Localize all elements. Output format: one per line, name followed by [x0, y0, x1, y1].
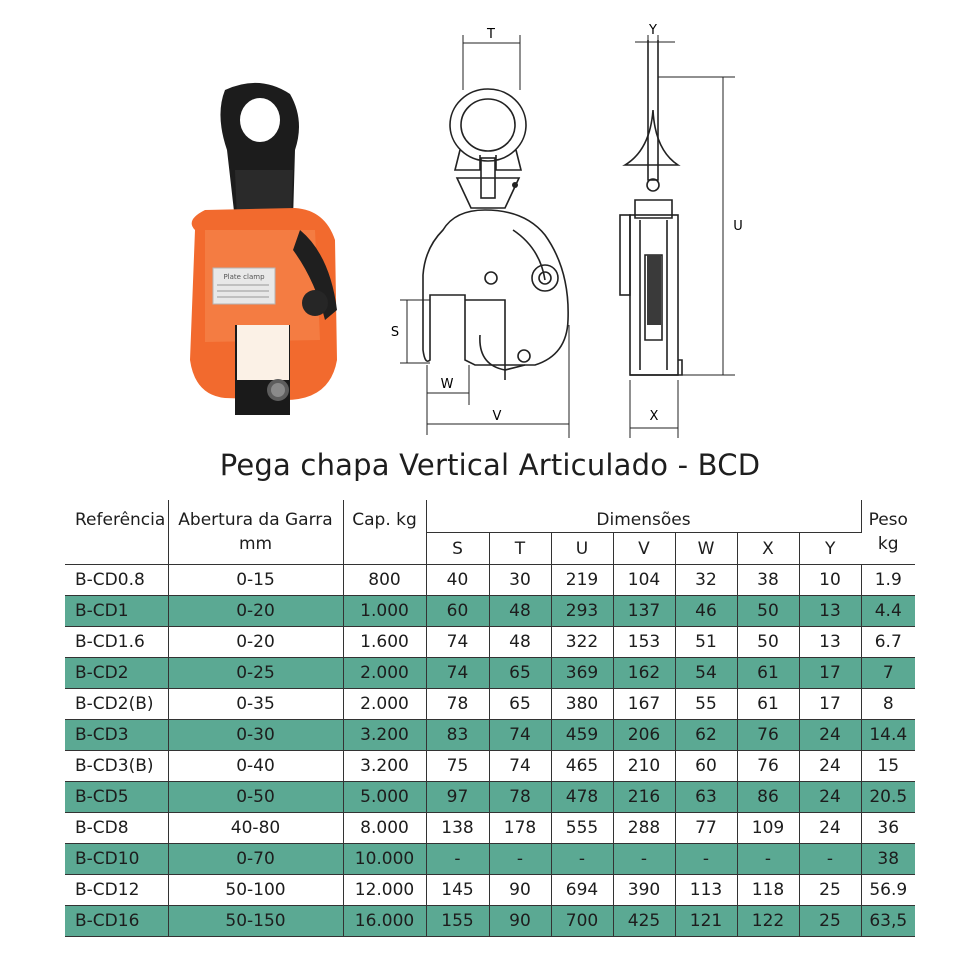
- table-cell-w: 54: [675, 658, 737, 689]
- table-cell-cap: 1.600: [343, 627, 426, 658]
- table-cell-v: 390: [613, 875, 675, 906]
- table-cell-s: 97: [426, 782, 489, 813]
- header-dim-s: S: [426, 533, 489, 565]
- table-cell-abertura: 40-80: [168, 813, 343, 844]
- table-cell-cap: 2.000: [343, 658, 426, 689]
- table-cell-cap: 3.200: [343, 751, 426, 782]
- table-cell-peso: 14.4: [861, 720, 915, 751]
- dim-label-s: S: [390, 325, 400, 340]
- table-cell-u: 459: [551, 720, 613, 751]
- table-cell-y: 13: [799, 596, 861, 627]
- table-cell-x: 109: [737, 813, 799, 844]
- table-cell-peso: 4.4: [861, 596, 915, 627]
- table-cell-t: 74: [489, 720, 551, 751]
- table-cell-peso: 63,5: [861, 906, 915, 937]
- header-dim-t: T: [489, 533, 551, 565]
- table-cell-x: 61: [737, 658, 799, 689]
- table-cell-u: 219: [551, 565, 613, 596]
- table-cell-t: 65: [489, 689, 551, 720]
- table-cell-t: 74: [489, 751, 551, 782]
- header-dimensoes: Dimensões: [426, 500, 861, 533]
- table-cell-t: 48: [489, 596, 551, 627]
- table-cell-abertura: 50-150: [168, 906, 343, 937]
- table-cell-x: 86: [737, 782, 799, 813]
- table-cell-cap: 10.000: [343, 844, 426, 875]
- table-row: [65, 596, 915, 627]
- table-cell-v: 216: [613, 782, 675, 813]
- dim-label-y: Y: [649, 23, 657, 38]
- table-cell-abertura: 0-40: [168, 751, 343, 782]
- table-cell-v: 162: [613, 658, 675, 689]
- table-cell-ref: B-CD5: [65, 782, 168, 813]
- table-row: [65, 627, 915, 658]
- table-cell-y: 24: [799, 782, 861, 813]
- table-cell-cap: 1.000: [343, 596, 426, 627]
- table-cell-x: 61: [737, 689, 799, 720]
- table-cell-w: 63: [675, 782, 737, 813]
- table-cell-x: 122: [737, 906, 799, 937]
- table-cell-y: -: [799, 844, 861, 875]
- plate-label: Plate clamp: [223, 273, 265, 281]
- header-referencia: Referência: [65, 500, 168, 565]
- table-cell-w: 121: [675, 906, 737, 937]
- table-cell-abertura: 0-25: [168, 658, 343, 689]
- table-cell-w: 62: [675, 720, 737, 751]
- table-cell-y: 25: [799, 906, 861, 937]
- table-cell-v: -: [613, 844, 675, 875]
- table-cell-abertura: 0-30: [168, 720, 343, 751]
- table-cell-v: 288: [613, 813, 675, 844]
- table-cell-t: 178: [489, 813, 551, 844]
- table-cell-s: 74: [426, 627, 489, 658]
- table-cell-abertura: 0-70: [168, 844, 343, 875]
- table-cell-u: 700: [551, 906, 613, 937]
- table-cell-y: 24: [799, 751, 861, 782]
- table-cell-cap: 5.000: [343, 782, 426, 813]
- dim-label-t: T: [487, 27, 495, 42]
- table-cell-y: 17: [799, 658, 861, 689]
- table-cell-w: 60: [675, 751, 737, 782]
- table-cell-u: -: [551, 844, 613, 875]
- table-cell-t: 90: [489, 906, 551, 937]
- table-cell-peso: 20.5: [861, 782, 915, 813]
- table-cell-x: 118: [737, 875, 799, 906]
- table-cell-s: 155: [426, 906, 489, 937]
- table-cell-v: 210: [613, 751, 675, 782]
- table-cell-ref: B-CD8: [65, 813, 168, 844]
- table-cell-w: 77: [675, 813, 737, 844]
- table-cell-peso: 38: [861, 844, 915, 875]
- table-cell-cap: 16.000: [343, 906, 426, 937]
- table-cell-cap: 2.000: [343, 689, 426, 720]
- table-cell-peso: 56.9: [861, 875, 915, 906]
- spec-table: [65, 500, 915, 937]
- table-cell-s: 145: [426, 875, 489, 906]
- header-dim-w: W: [675, 533, 737, 565]
- table-cell-w: 32: [675, 565, 737, 596]
- table-cell-v: 153: [613, 627, 675, 658]
- table-cell-cap: 3.200: [343, 720, 426, 751]
- table-cell-peso: 8: [861, 689, 915, 720]
- table-cell-w: 46: [675, 596, 737, 627]
- table-cell-y: 10: [799, 565, 861, 596]
- table-cell-abertura: 0-35: [168, 689, 343, 720]
- table-row: [65, 751, 915, 782]
- table-cell-x: 38: [737, 565, 799, 596]
- header-peso-line1: Peso: [868, 510, 908, 530]
- table-row: [65, 565, 915, 596]
- front-view-drawing: [385, 20, 585, 450]
- side-view-drawing: [600, 20, 760, 450]
- table-cell-u: 369: [551, 658, 613, 689]
- table-row: [65, 844, 915, 875]
- table-cell-x: 50: [737, 596, 799, 627]
- header-peso-line2: kg: [877, 534, 899, 554]
- dim-label-w: W: [440, 377, 454, 392]
- table-cell-u: 694: [551, 875, 613, 906]
- table-cell-s: 60: [426, 596, 489, 627]
- table-cell-s: 138: [426, 813, 489, 844]
- table-cell-s: 40: [426, 565, 489, 596]
- plate-clamp-photo: [165, 80, 355, 415]
- table-row: [65, 658, 915, 689]
- table-cell-t: 78: [489, 782, 551, 813]
- header-dim-y: Y: [799, 533, 861, 565]
- table-cell-v: 137: [613, 596, 675, 627]
- table-cell-cap: 8.000: [343, 813, 426, 844]
- table-cell-u: 465: [551, 751, 613, 782]
- spec-table-body: [65, 565, 915, 937]
- table-cell-cap: 800: [343, 565, 426, 596]
- page-title: Pega chapa Vertical Articulado - BCD: [219, 448, 761, 482]
- table-cell-peso: 15: [861, 751, 915, 782]
- header-dim-u: U: [551, 533, 613, 565]
- table-row: [65, 720, 915, 751]
- table-cell-ref: B-CD0.8: [65, 565, 168, 596]
- table-cell-w: 51: [675, 627, 737, 658]
- table-cell-y: 25: [799, 875, 861, 906]
- table-cell-v: 425: [613, 906, 675, 937]
- table-cell-w: -: [675, 844, 737, 875]
- table-cell-v: 104: [613, 565, 675, 596]
- table-cell-peso: 1.9: [861, 565, 915, 596]
- table-cell-abertura: 0-50: [168, 782, 343, 813]
- table-cell-cap: 12.000: [343, 875, 426, 906]
- table-cell-peso: 36: [861, 813, 915, 844]
- table-row: [65, 689, 915, 720]
- table-cell-ref: B-CD1: [65, 596, 168, 627]
- header-abertura: [168, 500, 343, 565]
- table-cell-y: 24: [799, 813, 861, 844]
- table-row: [65, 782, 915, 813]
- table-cell-s: 75: [426, 751, 489, 782]
- dim-label-v: V: [492, 409, 502, 424]
- table-cell-x: 76: [737, 720, 799, 751]
- table-cell-y: 13: [799, 627, 861, 658]
- table-cell-u: 322: [551, 627, 613, 658]
- table-cell-y: 17: [799, 689, 861, 720]
- header-cap: Cap. kg: [343, 500, 426, 565]
- table-cell-abertura: 50-100: [168, 875, 343, 906]
- table-cell-v: 167: [613, 689, 675, 720]
- table-cell-abertura: 0-20: [168, 627, 343, 658]
- table-cell-peso: 6.7: [861, 627, 915, 658]
- table-cell-x: 50: [737, 627, 799, 658]
- header-dim-x: X: [737, 533, 799, 565]
- table-cell-t: 90: [489, 875, 551, 906]
- table-cell-w: 113: [675, 875, 737, 906]
- table-cell-s: 78: [426, 689, 489, 720]
- header-abertura-line2: mm: [238, 534, 273, 554]
- table-cell-u: 555: [551, 813, 613, 844]
- table-cell-ref: B-CD2: [65, 658, 168, 689]
- table-cell-t: -: [489, 844, 551, 875]
- header-dim-v: V: [613, 533, 675, 565]
- table-cell-t: 48: [489, 627, 551, 658]
- table-cell-peso: 7: [861, 658, 915, 689]
- table-cell-v: 206: [613, 720, 675, 751]
- table-row: [65, 875, 915, 906]
- table-cell-ref: B-CD16: [65, 906, 168, 937]
- table-cell-t: 65: [489, 658, 551, 689]
- header-abertura-line1: Abertura da Garra: [178, 510, 333, 530]
- dim-label-u: U: [733, 219, 743, 234]
- table-cell-ref: B-CD3: [65, 720, 168, 751]
- table-cell-abertura: 0-20: [168, 596, 343, 627]
- table-cell-s: 83: [426, 720, 489, 751]
- table-cell-ref: B-CD12: [65, 875, 168, 906]
- table-cell-u: 380: [551, 689, 613, 720]
- table-cell-w: 55: [675, 689, 737, 720]
- table-row: [65, 906, 915, 937]
- table-cell-ref: B-CD1.6: [65, 627, 168, 658]
- table-cell-x: 76: [737, 751, 799, 782]
- table-cell-ref: B-CD2(B): [65, 689, 168, 720]
- table-cell-u: 293: [551, 596, 613, 627]
- table-cell-ref: B-CD3(B): [65, 751, 168, 782]
- header-peso: [861, 500, 915, 565]
- dim-label-x: X: [649, 409, 659, 424]
- table-cell-y: 24: [799, 720, 861, 751]
- table-cell-x: -: [737, 844, 799, 875]
- table-cell-s: 74: [426, 658, 489, 689]
- table-cell-u: 478: [551, 782, 613, 813]
- table-cell-abertura: 0-15: [168, 565, 343, 596]
- table-cell-ref: B-CD10: [65, 844, 168, 875]
- table-cell-s: -: [426, 844, 489, 875]
- table-row: [65, 813, 915, 844]
- table-cell-t: 30: [489, 565, 551, 596]
